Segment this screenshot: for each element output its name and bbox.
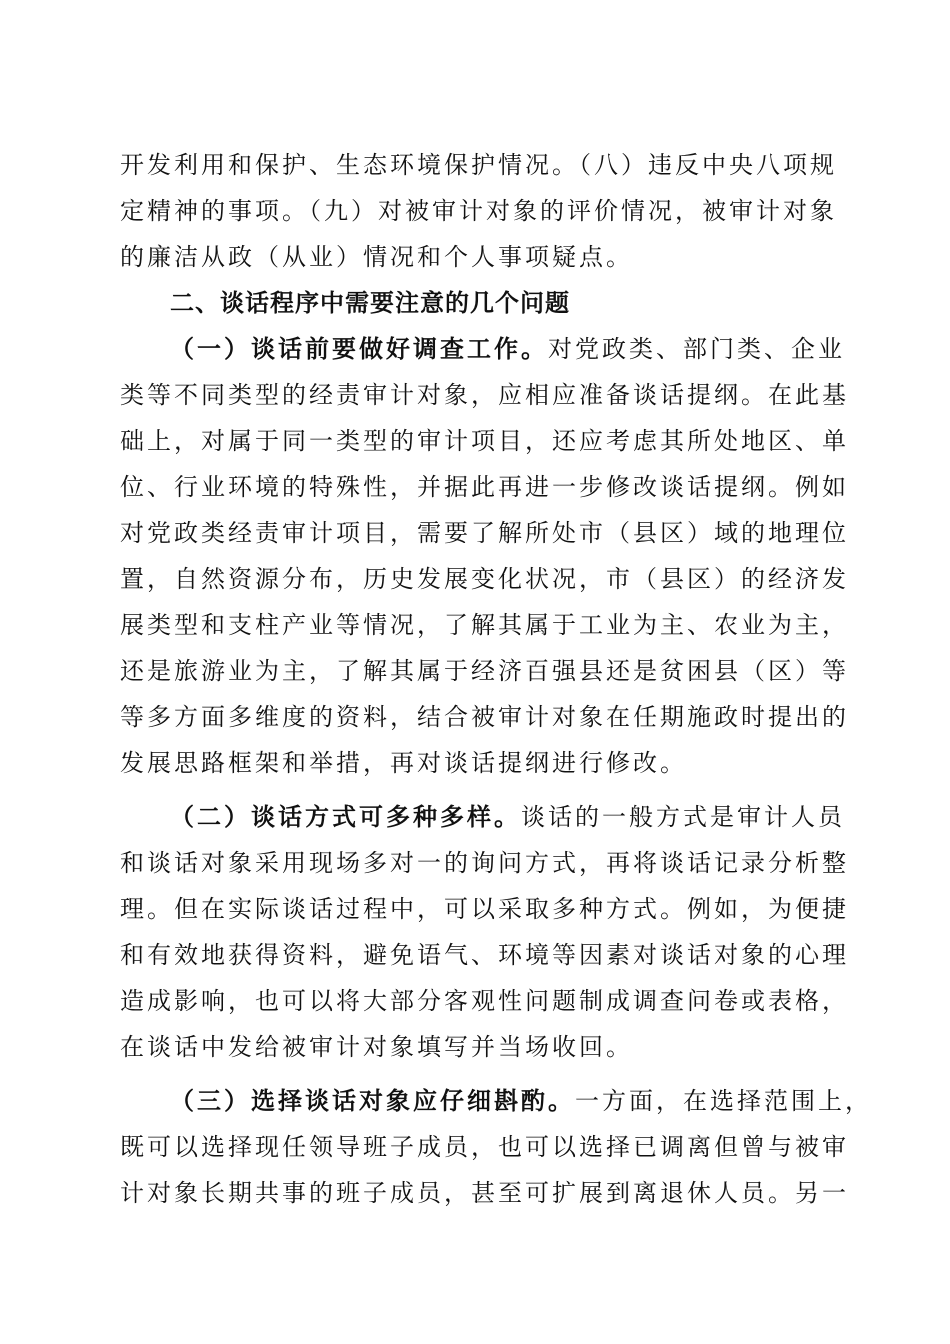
paragraph-line: 发展思路框架和举措，再对谈话提纲进行修改。 [120,749,687,777]
paragraph-line: 础上，对属于同一类型的审计项目，还应考虑其所处地区、单 [120,427,849,455]
paragraph-first-line [120,326,845,372]
intro-line: 的廉洁从政（从业）情况和个人事项疑点。 [120,243,633,271]
paragraph-text: 对党政类、部门类、企业 [548,335,845,363]
paragraph-line: 还是旅游业为主，了解其属于经济百强县还是贫困县（区）等 [120,657,849,685]
paragraph-2 [120,794,849,1070]
paragraph-gap [120,786,824,794]
paragraph-line: 位、行业环境的特殊性，并据此再进一步修改谈话提纲。例如 [120,473,849,501]
subsection-title: （一）谈话前要做好调查工作。 [170,334,548,363]
paragraph-text: 谈话的一般方式是审计人员 [521,803,845,831]
paragraph-line: 对党政类经责审计项目，需要了解所处市（县区）域的地理位 [120,519,849,547]
paragraph-line: 等多方面多维度的资料，结合被审计对象在任期施政时提出的 [120,703,849,731]
paragraph-line: 计对象长期共事的班子成员，甚至可扩展到离退休人员。另一 [120,1179,849,1207]
intro-line: 开发利用和保护、生态环境保护情况。（八）违反中央八项规 [120,151,837,179]
paragraph-line: 造成影响，也可以将大部分客观性问题制成调查问卷或表格， [120,987,849,1015]
paragraph-line: 置，自然资源分布，历史发展变化状况，市（县区）的经济发 [120,565,849,593]
paragraph-line: 和谈话对象采用现场多对一的询问方式，再将谈话记录分析整 [120,849,849,877]
paragraph-line: 在谈话中发给被审计对象填写并当场收回。 [120,1033,633,1061]
paragraph-line: 和有效地获得资料，避免语气、环境等因素对谈话对象的心理 [120,941,849,969]
subsection-title: （二）谈话方式可多种多样。 [170,802,521,831]
paragraph-gap [120,1070,824,1078]
paragraph-first-line [120,1078,872,1124]
paragraph-first-line [120,794,845,840]
section-heading: 二、谈话程序中需要注意的几个问题 [170,289,570,317]
paragraph-line: 展类型和支柱产业等情况，了解其属于工业为主、农业为主， [120,611,849,639]
paragraph-line: 既可以选择现任领导班子成员，也可以选择已调离但曾与被审 [120,1133,849,1161]
intro-line: 定精神的事项。（九）对被审计对象的评价情况，被审计对象 [120,197,837,225]
subsection-title: （三）选择谈话对象应仔细斟酌。 [170,1086,575,1115]
paragraph-text: 一方面，在选择范围上， [575,1087,872,1115]
paragraph-1 [120,326,849,786]
paragraph-3 [120,1078,872,1216]
document-page [120,142,872,1216]
paragraph-line: 类等不同类型的经责审计对象，应相应准备谈话提纲。在此基 [120,381,849,409]
paragraph-line: 理。但在实际谈话过程中，可以采取多种方式。例如，为便捷 [120,895,849,923]
